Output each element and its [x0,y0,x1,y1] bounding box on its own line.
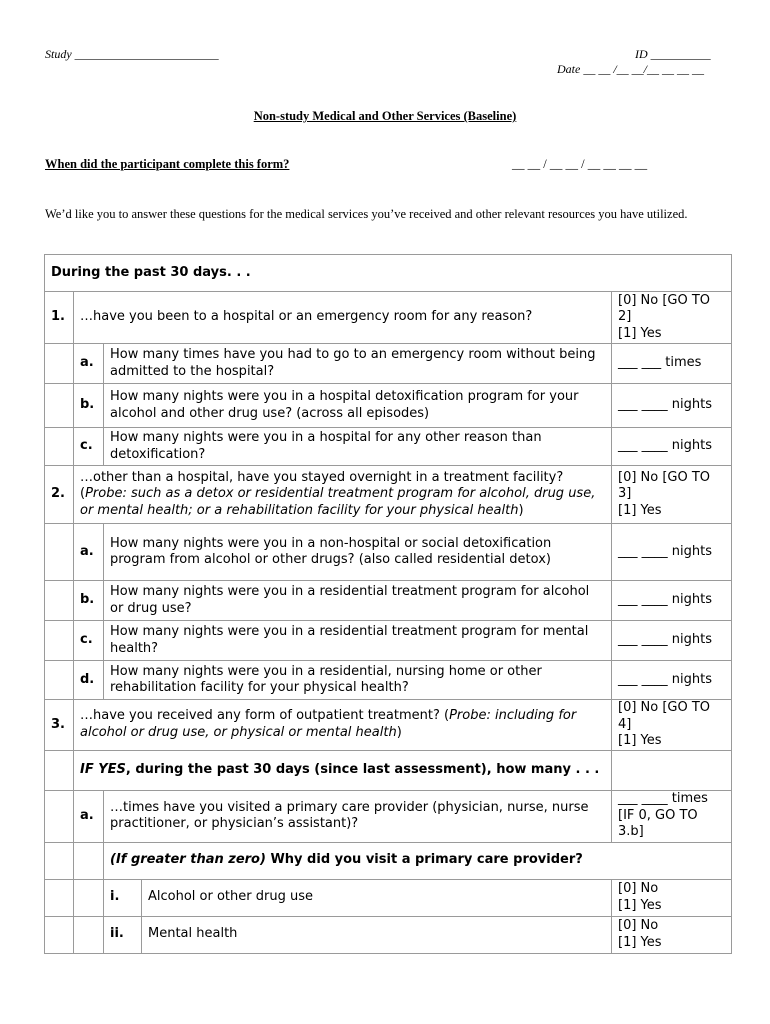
reason-heading-row [45,842,732,879]
answer-no-option[interactable]: [0] No [GO TO 2] [618,292,711,325]
question-row-1 [45,292,732,344]
answer-blank[interactable]: ___ ____ nights [612,524,732,581]
answer-yes-option[interactable]: [1] Yes [618,325,662,341]
reason-text: Mental health [142,916,612,953]
sub-letter: b. [74,581,104,621]
sub-question-text: How many nights were you in a residential treatment program for alcohol or drug use? [104,581,612,621]
answer-options[interactable] [612,916,732,953]
services-form-table [44,254,732,954]
question-number: 1. [45,292,74,344]
answer-blank[interactable]: ___ ____ nights [612,428,732,466]
question-row-2 [45,466,732,524]
sub-question-text: How many nights were you in a residential, nursing home or other rehabilitation facility for your physical health? [104,661,612,700]
sub-question-row [45,621,732,661]
sub-question-row [45,581,732,621]
sub-letter: c. [74,621,104,661]
answer-yes-option[interactable]: [1] Yes [618,733,662,748]
roman-numeral: i. [104,879,142,916]
if-yes-rest: , during the past 30 days (since last assessment), how many . . . [125,761,600,777]
completion-question: When did the participant complete this form? [45,157,290,171]
question-row-3 [45,700,732,751]
probe-text: Probe: such as a detox or residential treatment program for alcohol, drug use, or mental health; or a rehabilitation facility for your physical health [80,486,596,518]
answer-blank[interactable]: ___ ___ times [612,344,732,384]
sub-question-row [45,790,732,842]
question-close: ) [518,502,524,518]
reason-lead: (If greater than zero) [110,852,266,868]
answer-yes-option[interactable]: [1] Yes [618,934,662,950]
sub-question-row [45,428,732,466]
answer-no-option[interactable]: [0] No [GO TO 3] [618,469,711,502]
answer-blank[interactable]: ___ ____ nights [612,621,732,661]
sub-question-row [45,384,732,428]
roman-numeral: ii. [104,916,142,953]
sub-letter: c. [74,428,104,466]
probe-text: Probe: including for alcohol or drug use, or physical or mental health [80,708,577,740]
sub-question-row [45,524,732,581]
if-yes-lead: IF YES [80,761,126,777]
answer-options[interactable] [612,700,732,751]
sub-question-text: …times have you visited a primary care provider (physician, nurse, nurse practitioner, or physician’s assistant)? [104,790,612,842]
answer-blank[interactable] [612,790,732,842]
date-field[interactable]: Date __ __ /__ __/__ __ __ __ [557,62,704,76]
id-field[interactable]: ID __________ [635,47,711,61]
answer-blank[interactable]: ___ ____ nights [612,581,732,621]
sub-letter: a. [74,524,104,581]
sub-letter: d. [74,661,104,700]
sub-question-text: How many nights were you in a non-hospital or social detoxification program from alcohol or other drugs? (also called residential detox) [104,524,612,581]
completion-date-field[interactable]: __ __ / __ __ / __ __ __ __ [512,157,648,171]
answer-options[interactable] [612,879,732,916]
question-main: …have you received any form of outpatient treatment? ( [80,708,450,724]
question-text [74,700,612,751]
if-yes-instruction [74,750,612,790]
question-text [74,466,612,524]
sub-question-row [45,344,732,384]
answer-no-option[interactable]: [0] No [GO TO 4] [618,700,711,732]
if-yes-row [45,750,732,790]
skip-instruction: [IF 0, GO TO 3.b] [618,807,698,840]
page-title: Non-study Medical and Other Services (Baseline) [253,109,517,123]
question-close: ) [396,724,402,740]
reason-heading [104,842,732,879]
answer-yes-option[interactable]: [1] Yes [618,502,662,518]
intro-text: We’d like you to answer these questions for the medical services you’ve received and other relevant resources you have utilized. [45,207,688,221]
sub-letter: a. [74,344,104,384]
question-main: …other than a hospital, have you stayed overnight in a treatment facility? ( [80,469,564,502]
question-number: 3. [45,700,74,751]
answer-blank[interactable]: ___ ____ nights [612,384,732,428]
sub-question-row [45,661,732,700]
reason-text: Alcohol or other drug use [142,879,612,916]
answer-yes-option[interactable]: [1] Yes [618,897,662,913]
sub-question-text: How many nights were you in a hospital detoxification program for your alcohol and other drug use? (across all episodes) [104,384,612,428]
answer-no-option[interactable]: [0] No [618,918,659,933]
question-text: …have you been to a hospital or an emergency room for any reason? [74,292,612,344]
sub-question-text: How many nights were you in a hospital for any other reason than detoxification? [104,428,612,466]
answer-blank[interactable]: ___ ____ nights [612,661,732,700]
answer-options[interactable] [612,466,732,524]
reason-row [45,879,732,916]
sub-letter: b. [74,384,104,428]
times-blank[interactable]: ___ ____ times [618,791,708,807]
sub-question-text: How many nights were you in a residential treatment program for mental health? [104,621,612,661]
answer-no-option[interactable]: [0] No [618,881,659,896]
reason-rest: Why did you visit a primary care provider? [265,852,583,868]
study-field[interactable]: Study ________________________ [45,47,219,61]
question-number: 2. [45,466,74,524]
reason-row [45,916,732,953]
table-heading: During the past 30 days. . . [45,255,732,292]
sub-question-text: How many times have you had to go to an emergency room without being admitted to the hospital? [104,344,612,384]
sub-letter: a. [74,790,104,842]
answer-options[interactable] [612,292,732,344]
table-heading-row [45,255,732,292]
